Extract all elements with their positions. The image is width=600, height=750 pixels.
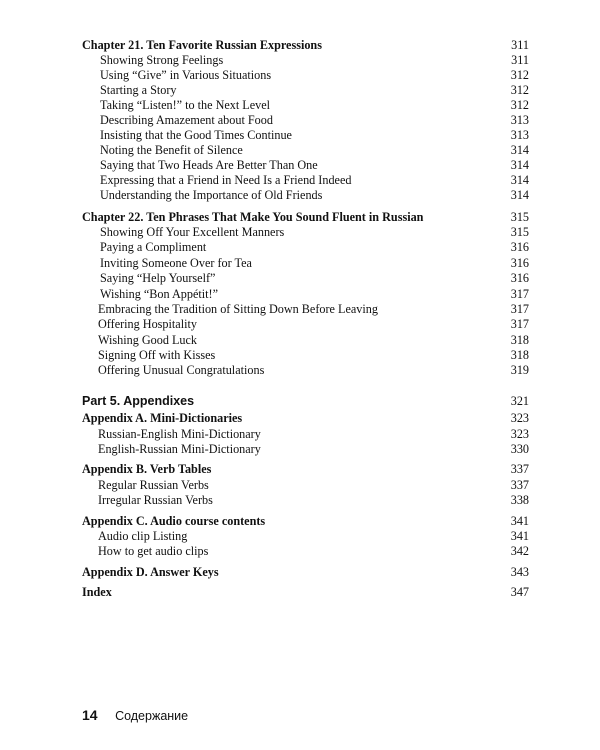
toc-entry-title: Offering Unusual Congratulations (98, 363, 265, 377)
appendix-d-heading[interactable] (0, 564, 600, 580)
toc-entry-title: Irregular Russian Verbs (98, 493, 213, 507)
chapter-21-heading[interactable] (0, 37, 600, 53)
toc-entry-title: Paying a Compliment (100, 240, 207, 254)
appendix-b-heading[interactable] (0, 461, 600, 477)
toc-entry-page: 337 (510, 462, 529, 476)
toc-entry[interactable] (0, 492, 600, 508)
toc-entry[interactable] (0, 543, 600, 559)
toc-entry-title: English-Russian Mini-Dictionary (98, 442, 261, 456)
page-footer (82, 705, 188, 725)
toc-entry-title: Appendix B. Verb Tables (82, 462, 212, 476)
toc-entry-title: How to get audio clips (98, 544, 209, 558)
toc-entry[interactable] (0, 362, 600, 378)
toc-entry-title: Insisting that the Good Times Continue (100, 128, 292, 142)
toc-entry-page: 315 (510, 210, 529, 224)
toc-entry[interactable] (0, 67, 600, 83)
toc-entry-page: 312 (510, 83, 529, 97)
toc-entry-title: Regular Russian Verbs (98, 478, 209, 492)
toc-entry-title: Audio clip Listing (98, 529, 188, 543)
toc-entry-page: 323 (510, 427, 529, 441)
toc-entry-title: Noting the Benefit of Silence (100, 143, 243, 157)
toc-entry-page: 341 (510, 514, 529, 528)
appendix-c-heading[interactable] (0, 513, 600, 529)
page-number: 14 (82, 707, 98, 723)
toc-entry-page: 315 (510, 225, 529, 239)
toc-entry-page: 347 (510, 585, 529, 599)
toc-entry-page: 314 (510, 188, 529, 202)
toc-entry-page: 314 (510, 143, 529, 157)
appendix-a-heading[interactable] (0, 410, 600, 426)
toc-entry[interactable] (0, 224, 600, 240)
toc-entry-title: Wishing Good Luck (98, 333, 198, 347)
toc-entry-title: Appendix D. Answer Keys (82, 565, 219, 579)
toc-entry-page: 312 (510, 98, 529, 112)
toc-entry[interactable] (0, 127, 600, 143)
toc-entry-page: 314 (510, 158, 529, 172)
toc-entry-title: Inviting Someone Over for Tea (100, 256, 252, 270)
toc-entry[interactable] (0, 112, 600, 128)
toc-entry[interactable] (0, 187, 600, 203)
toc-entry[interactable] (0, 255, 600, 271)
toc-entry[interactable] (0, 426, 600, 442)
chapter-22-heading[interactable] (0, 209, 600, 225)
toc-entry-title: Russian-English Mini-Dictionary (98, 427, 261, 441)
toc-entry-page: 317 (510, 287, 529, 301)
toc-entry-page: 330 (510, 442, 529, 456)
toc-entry-title: Describing Amazement about Food (100, 113, 273, 127)
toc-entry-title: Showing Off Your Excellent Manners (100, 225, 285, 239)
toc-entry-title: Showing Strong Feelings (100, 53, 224, 67)
toc-entry[interactable] (0, 172, 600, 188)
toc-entry[interactable] (0, 142, 600, 158)
toc-entry-title: Taking “Listen!” to the Next Level (100, 98, 271, 112)
toc-entry-page: 313 (510, 128, 529, 142)
toc-entry-title: Saying “Help Yourself” (100, 271, 216, 285)
toc-entry[interactable] (0, 97, 600, 113)
toc-entry-title: Chapter 22. Ten Phrases That Make You Sound Fluent in Russian (82, 210, 424, 224)
toc-entry-page: 318 (510, 333, 529, 347)
toc-entry[interactable] (0, 52, 600, 68)
toc-entry-title: Chapter 21. Ten Favorite Russian Expressions (82, 38, 322, 52)
toc-entry-page: 311 (511, 38, 529, 52)
toc-entry-page: 311 (511, 53, 529, 67)
toc-entry-page: 323 (510, 411, 529, 425)
toc-entry-title: Signing Off with Kisses (98, 348, 216, 362)
toc-entry-title: Expressing that a Friend in Need Is a Friend Indeed (100, 173, 352, 187)
toc-entry[interactable] (0, 270, 600, 286)
toc-entry-page: 316 (510, 271, 529, 285)
toc-entry-page: 317 (510, 302, 529, 316)
toc-entry-page: 341 (510, 529, 529, 543)
toc-entry-page: 321 (510, 394, 529, 408)
toc-entry[interactable] (0, 157, 600, 173)
toc-entry-page: 312 (510, 68, 529, 82)
section-title: Содержание (115, 709, 189, 723)
toc-entry-page: 337 (510, 478, 529, 492)
toc-entry[interactable] (0, 528, 600, 544)
toc-entry-title: Starting a Story (100, 83, 177, 97)
toc-entry-page: 316 (510, 256, 529, 270)
toc-entry-title: Embracing the Tradition of Sitting Down Before Leaving (98, 302, 378, 316)
toc-entry-title: Understanding the Importance of Old Friends (100, 188, 323, 202)
toc-entry-page: 343 (510, 565, 529, 579)
toc-entry-title: Part 5. Appendixes (82, 394, 195, 408)
toc-entry[interactable] (0, 82, 600, 98)
toc-entry-page: 316 (510, 240, 529, 254)
toc-entry-title: Offering Hospitality (98, 317, 197, 331)
toc-entry[interactable] (0, 347, 600, 363)
toc-entry-page: 338 (510, 493, 529, 507)
toc-entry-page: 342 (510, 544, 529, 558)
toc-entry[interactable] (0, 239, 600, 255)
toc-entry-page: 317 (510, 317, 529, 331)
toc-entry[interactable] (0, 441, 600, 457)
toc-entry-title: Appendix A. Mini-Dictionaries (82, 411, 243, 425)
index-heading[interactable] (0, 584, 600, 600)
toc-entry-page: 318 (510, 348, 529, 362)
toc-entry-page: 314 (510, 173, 529, 187)
toc-entry-page: 319 (510, 363, 529, 377)
toc-entry-title: Wishing “Bon Appétit!” (100, 287, 218, 301)
toc-entry-title: Saying that Two Heads Are Better Than One (100, 158, 318, 172)
toc-entry-title: Index (82, 585, 112, 599)
toc-entry[interactable] (0, 301, 600, 317)
toc-entry-title: Using “Give” in Various Situations (100, 68, 272, 82)
toc-entry[interactable] (0, 316, 600, 332)
toc-entry[interactable] (0, 332, 600, 348)
part-5-heading[interactable] (0, 393, 600, 409)
toc-entry-title: Appendix C. Audio course contents (82, 514, 266, 528)
toc-entry[interactable] (0, 477, 600, 493)
toc-entry[interactable] (0, 286, 600, 302)
toc-entry-page: 313 (510, 113, 529, 127)
